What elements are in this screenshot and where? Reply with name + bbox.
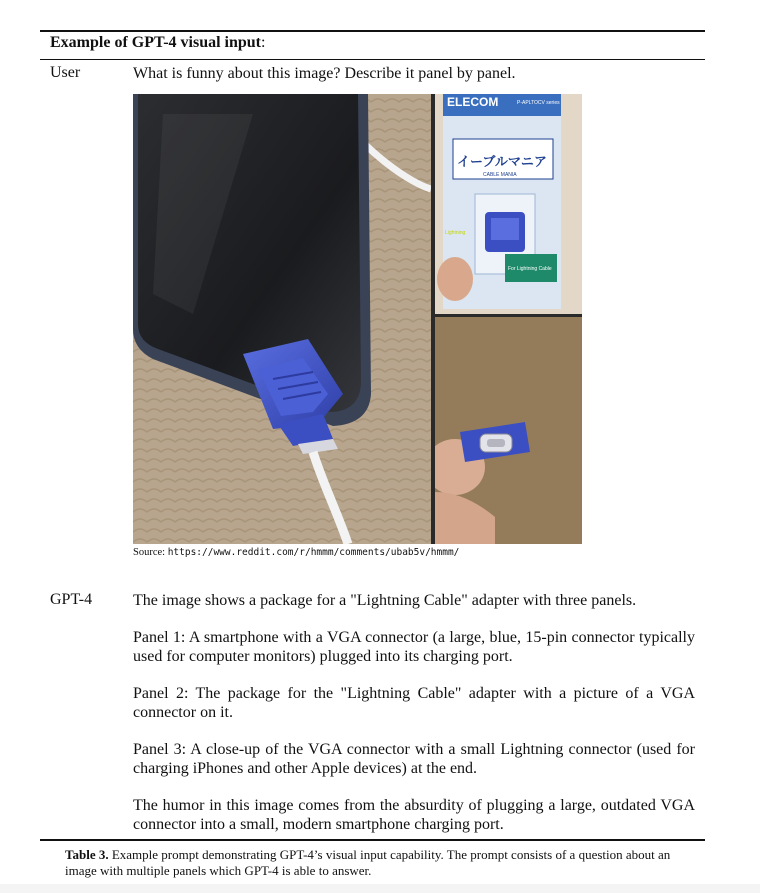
response-paragraph: The humor in this image comes from the absurdity of plugging a large, outdated VGA connector into a small, modern smartphone charging port. [133, 797, 695, 833]
table-heading-bold: Example of GPT-4 visual input [50, 34, 262, 51]
user-prompt: What is funny about this image? Describe it panel by panel. [133, 65, 516, 82]
table-heading-colon: : [261, 34, 266, 51]
box-title: イーブルマニア [457, 155, 547, 170]
caption-text: Example prompt demonstrating GPT-4’s visual input capability. The prompt consists of a question about an image with multiple panels which GPT-4 is able to answer. [65, 847, 671, 878]
caption-label: Table 3. [65, 847, 109, 862]
box-tag: Lightning [445, 230, 466, 236]
source-label: Source: [133, 547, 168, 558]
response-paragraph: Panel 1: A smartphone with a VGA connector (a large, blue, 15-pin connector typically used for computer monitors) plugged into its charging port. [133, 629, 695, 665]
box-series: P-APLTOCV series [517, 100, 560, 106]
table-top-rule [40, 30, 705, 32]
model-role-label: GPT-4 [50, 591, 93, 608]
panel-phone-vga [133, 94, 431, 544]
source-line [133, 547, 459, 558]
meme-figure [133, 94, 582, 544]
box-label: For Lightning Cable [508, 266, 552, 272]
package-illustration [435, 94, 582, 314]
box-subtitle: CABLE MANIA [483, 172, 517, 178]
response-paragraph: Panel 3: A close-up of the VGA connector with a small Lightning connector (used for charging iPhones and other Apple devices) at the end. [133, 741, 695, 777]
table-header-rule [40, 59, 705, 60]
source-url[interactable]: https://www.reddit.com/r/hmmm/comments/ubab5v/hmmm/ [167, 547, 460, 558]
closeup-illustration [435, 317, 582, 544]
table-caption [65, 847, 705, 879]
model-response [133, 591, 695, 852]
table-bottom-rule [40, 839, 705, 841]
panel-closeup [435, 317, 582, 544]
response-paragraph: The image shows a package for a "Lightning Cable" adapter with three panels. [133, 592, 637, 609]
box-brand: ELECOM [447, 95, 499, 109]
page-bottom-band [0, 884, 760, 893]
phone-vga-illustration [133, 94, 431, 544]
panel-package [435, 94, 582, 314]
response-paragraph: Panel 2: The package for the "Lightning Cable" adapter with a picture of a VGA connector on it. [133, 685, 695, 721]
table-heading [50, 34, 265, 52]
user-role-label: User [50, 64, 81, 81]
